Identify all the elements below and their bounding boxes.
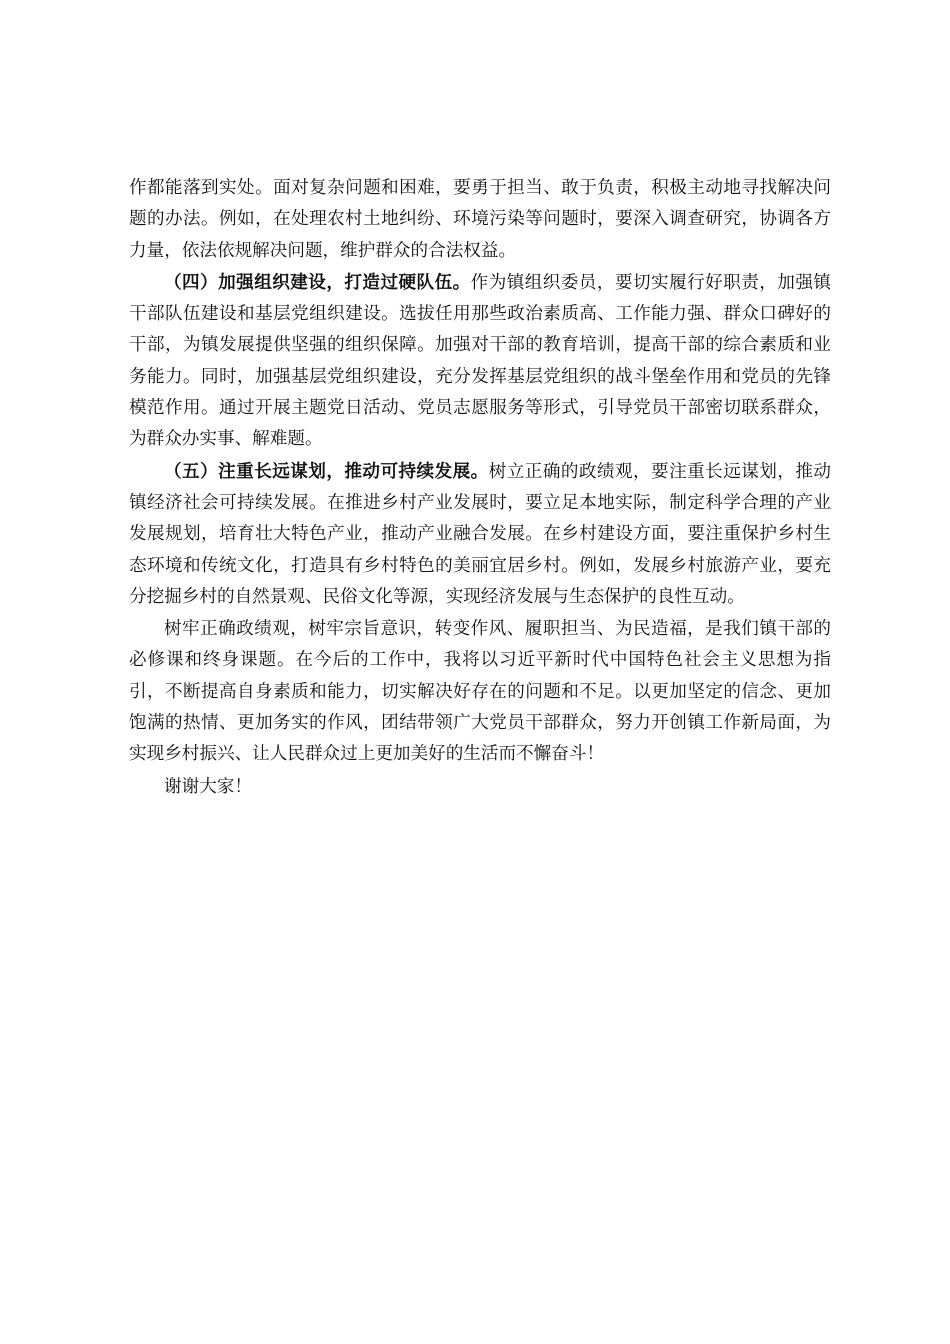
paragraph-text: 树牢正确政绩观，树牢宗旨意识，转变作风、履职担当、为民造福，是我们镇干部的必修课和终身课题。在今后的工作中，我将以习近平新时代中国特色社会主义思想为指引，不断提高自身素质和能力，切实解决好存在的问题和不足。以更加坚定的信念、更加饱满的热情、更加务实的作风，团结带领广大党员干部群众，努力开创镇工作新局面，为实现乡村振兴、让人民群众过上更加美好的生活而不懈奋斗！ xyxy=(129,619,831,765)
paragraph-text: 树立正确的政绩观，要注重长远谋划，推动镇经济社会可持续发展。在推进乡村产业发展时，要立足本地实际，制定科学合理的产业发展规划，培育壮大特色产业，推动产业融合发展。在乡村建设方面，要注重保护乡村生态环境和传统文化，打造具有乡村特色的美丽宜居乡村。例如，发展乡村旅游产业，要充分挖掘乡村的自然景观、民俗文化等源，实现经济发展与生态保护的良性互动。 xyxy=(129,461,831,607)
paragraph-continuation xyxy=(129,172,831,267)
paragraph-lead: （五）注重长远谋划，推动可持续发展。 xyxy=(164,460,489,482)
document-body xyxy=(129,172,831,803)
paragraph-conclusion xyxy=(129,613,831,770)
paragraph-lead: （四）加强组织建设，打造过硬队伍。 xyxy=(164,271,471,293)
paragraph-long-term-planning xyxy=(129,456,831,613)
paragraph-text: 作为镇组织委员，要切实履行好职责，加强镇干部队伍建设和基层党组织建设。选拔任用那些政治素质高、工作能力强、群众口碑好的干部，为镇发展提供坚强的组织保障。加强对干部的教育培训，提高干部的综合素质和业务能力。同时，加强基层党组织建设，充分发挥基层党组织的战斗堡垒作用和党员的先锋模范作用。通过开展主题党日活动、党员志愿服务等形式，引导党员干部密切联系群众，为群众办实事、解难题。 xyxy=(129,272,831,450)
paragraph-thanks xyxy=(129,771,831,803)
paragraph-text: 作都能落到实处。面对复杂问题和困难，要勇于担当、敢于负责，积极主动地寻找解决问题的办法。例如，在处理农村土地纠纷、环境污染等问题时，要深入调查研究，协调各方力量，依法依规解决问题，维护群众的合法权益。 xyxy=(129,178,831,261)
paragraph-organization-building xyxy=(129,267,831,456)
paragraph-text: 谢谢大家！ xyxy=(164,776,252,797)
